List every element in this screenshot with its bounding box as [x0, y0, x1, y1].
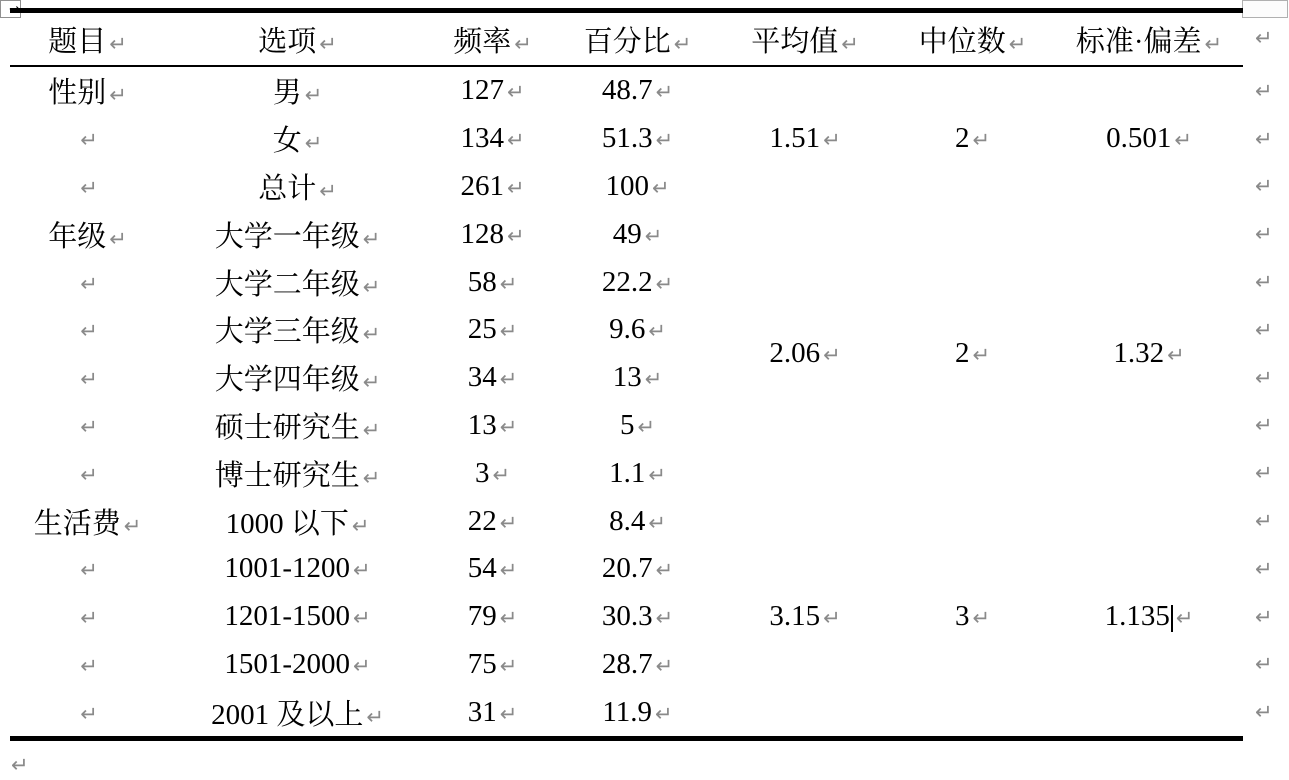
cell-frequency[interactable] [430, 449, 555, 497]
row-end-mark-slot [1252, 258, 1286, 306]
percent-value: 5 [619, 408, 635, 441]
cell-return-mark: ↵ [673, 31, 692, 56]
cell-frequency[interactable] [430, 163, 555, 211]
paragraph-mark-below-table [8, 747, 29, 780]
cell-option[interactable] [165, 258, 430, 306]
cell-return-mark: ↵ [362, 226, 381, 251]
option-value: 博士研究生 [214, 459, 360, 492]
table-row [10, 497, 1243, 545]
option-value: 大学一年级 [214, 220, 360, 253]
cell-median[interactable] [890, 497, 1055, 738]
median-value: 2 [954, 122, 970, 155]
cell-median[interactable] [890, 210, 1055, 497]
cell-option[interactable] [165, 402, 430, 450]
cell-return-mark: ↵ [637, 414, 656, 439]
row-end-mark-slot [1252, 402, 1286, 450]
cell-return-mark: ↵ [362, 274, 381, 299]
cell-topic[interactable] [10, 641, 165, 689]
cell-return-mark: ↵ [499, 701, 518, 726]
row-end-mark-slot [1252, 354, 1286, 402]
cell-topic[interactable] [10, 402, 165, 450]
text-cursor-caret [1171, 605, 1173, 632]
cell-mean[interactable] [720, 497, 890, 738]
cell-frequency[interactable] [430, 402, 555, 450]
cell-percent[interactable] [555, 354, 720, 402]
header-median-label: 中位数 [918, 25, 1006, 58]
std-value: 1.32 [1113, 337, 1165, 370]
cell-return-mark: ↵ [648, 319, 666, 344]
option-value: 女 [272, 125, 302, 158]
cell-frequency[interactable] [430, 641, 555, 689]
std-value: 0.501 [1106, 122, 1172, 155]
frequency-value: 22 [467, 504, 497, 537]
cell-return-mark: ↵ [499, 271, 518, 296]
row-end-mark-slot [1252, 115, 1286, 163]
cell-return-mark: ↵ [655, 128, 674, 153]
median-value: 2 [954, 337, 970, 370]
cell-topic[interactable] [10, 115, 165, 163]
cell-return-mark: ↵ [80, 653, 98, 678]
cell-return-mark: ↵ [499, 510, 518, 535]
cell-topic[interactable] [10, 354, 165, 402]
row-end-mark-slot [1252, 688, 1286, 736]
cell-return-mark: ↵ [499, 606, 518, 631]
option-value: 1501-2000 [224, 647, 351, 680]
cell-return-mark: ↵ [648, 510, 666, 535]
cell-return-mark: ↵ [506, 223, 525, 248]
move-handle-arrow-icon: → [9, 1, 20, 17]
cell-std[interactable] [1055, 497, 1243, 738]
cell-return-mark: ↵ [351, 513, 370, 538]
cell-topic[interactable] [10, 210, 165, 258]
cell-return-mark: ↵ [1167, 343, 1185, 368]
cell-return-mark: ↵ [80, 414, 98, 439]
cell-topic[interactable] [10, 688, 165, 738]
header-option-label: 选项 [258, 25, 317, 58]
paragraph-return-mark: ↵ [11, 753, 29, 777]
cell-return-mark: ↵ [109, 226, 127, 251]
cell-percent[interactable] [555, 115, 720, 163]
cell-return-mark: ↵ [823, 606, 841, 631]
cell-return-mark: ↵ [80, 558, 98, 583]
cell-percent[interactable] [555, 497, 720, 545]
cell-option[interactable] [165, 545, 430, 593]
percent-value: 22.2 [601, 265, 653, 298]
option-value: 大学四年级 [214, 364, 360, 397]
cell-frequency[interactable] [430, 354, 555, 402]
cell-option[interactable] [165, 688, 430, 738]
cell-return-mark: ↵ [655, 80, 674, 105]
option-value: 1001-1200 [224, 552, 351, 585]
cell-std[interactable] [1055, 66, 1243, 210]
cell-return-mark: ↵ [651, 175, 670, 200]
cell-return-mark: ↵ [319, 178, 337, 203]
cell-return-mark: ↵ [655, 606, 674, 631]
row-end-return-mark: ↵ [1255, 604, 1273, 629]
frequency-value: 79 [467, 600, 497, 633]
cell-return-mark: ↵ [353, 558, 371, 583]
cell-return-mark: ↵ [655, 701, 673, 726]
cell-frequency[interactable] [430, 545, 555, 593]
cell-return-mark: ↵ [366, 704, 384, 729]
median-value: 3 [954, 600, 970, 633]
cell-return-mark: ↵ [304, 83, 323, 108]
cell-return-mark: ↵ [823, 128, 841, 153]
option-value: 1201-1500 [224, 600, 351, 633]
header-mean-label: 平均值 [751, 25, 839, 58]
std-value: 1.135 [1104, 600, 1170, 633]
row-end-mark-slot [1252, 641, 1286, 689]
statistics-table [10, 8, 1243, 741]
row-end-return-mark: ↵ [1255, 270, 1273, 295]
header-row [10, 11, 1243, 67]
cell-percent[interactable] [555, 449, 720, 497]
cell-return-mark: ↵ [80, 319, 98, 344]
cell-option[interactable] [165, 593, 430, 641]
cell-return-mark: ↵ [506, 80, 525, 105]
table-row [10, 210, 1243, 258]
cell-option[interactable] [165, 66, 430, 115]
cell-frequency[interactable] [430, 497, 555, 545]
cell-percent[interactable] [555, 306, 720, 354]
row-end-return-mark: ↵ [1255, 78, 1273, 103]
frequency-value: 13 [467, 408, 497, 441]
row-end-return-mark: ↵ [1255, 556, 1273, 581]
cell-return-mark: ↵ [1008, 31, 1027, 56]
cell-median[interactable] [890, 66, 1055, 210]
header-frequency[interactable] [430, 11, 555, 67]
cell-topic[interactable] [10, 545, 165, 593]
option-value: 总计 [258, 172, 317, 205]
cell-topic[interactable] [10, 258, 165, 306]
cell-mean[interactable] [720, 66, 890, 210]
percent-value: 13 [612, 361, 642, 394]
frequency-value: 127 [460, 74, 504, 107]
frequency-value: 58 [467, 265, 497, 298]
cell-percent[interactable] [555, 163, 720, 211]
frequency-value: 134 [460, 122, 504, 155]
header-percent-label: 百分比 [583, 25, 671, 58]
cell-topic[interactable] [10, 449, 165, 497]
option-value: 大学三年级 [214, 316, 360, 349]
cell-return-mark: ↵ [1204, 31, 1223, 56]
cell-topic[interactable] [10, 497, 165, 545]
cell-option[interactable] [165, 163, 430, 211]
cell-return-mark: ↵ [80, 271, 98, 296]
cell-option[interactable] [165, 641, 430, 689]
row-end-return-mark: ↵ [1255, 317, 1273, 342]
frequency-value: 25 [467, 313, 497, 346]
header-std[interactable] [1055, 11, 1243, 67]
cell-return-mark: ↵ [823, 343, 841, 368]
cell-option[interactable] [165, 354, 430, 402]
cell-topic[interactable] [10, 306, 165, 354]
row-end-return-mark: ↵ [1255, 25, 1273, 50]
cell-percent[interactable] [555, 688, 720, 738]
row-end-marks [1252, 8, 1286, 736]
cell-frequency[interactable] [430, 258, 555, 306]
cell-return-mark: ↵ [353, 606, 371, 631]
cell-percent[interactable] [555, 402, 720, 450]
cell-frequency[interactable] [430, 306, 555, 354]
cell-return-mark: ↵ [972, 128, 991, 153]
cell-return-mark: ↵ [80, 128, 98, 153]
cell-return-mark: ↵ [80, 462, 98, 487]
percent-value: 11.9 [602, 695, 653, 728]
cell-frequency[interactable] [430, 115, 555, 163]
cell-return-mark: ↵ [972, 606, 991, 631]
cell-option[interactable] [165, 497, 430, 545]
percent-value: 100 [605, 169, 649, 202]
cell-return-mark: ↵ [362, 417, 381, 442]
cell-return-mark: ↵ [644, 367, 663, 392]
row-end-return-mark: ↵ [1255, 126, 1273, 151]
row-end-mark-slot [1252, 67, 1286, 115]
row-end-mark-slot [1252, 497, 1286, 545]
row-end-return-mark: ↵ [1255, 174, 1273, 199]
topic-label: 生活费 [33, 507, 121, 540]
option-value: 大学二年级 [214, 268, 360, 301]
cell-return-mark: ↵ [80, 175, 98, 200]
header-topic[interactable] [10, 11, 165, 67]
cell-return-mark: ↵ [492, 462, 511, 487]
cell-percent[interactable] [555, 258, 720, 306]
cell-return-mark: ↵ [80, 701, 98, 726]
header-median[interactable] [890, 11, 1055, 67]
header-frequency-label: 频率 [453, 25, 512, 58]
cell-option[interactable] [165, 115, 430, 163]
percent-value: 20.7 [601, 552, 653, 585]
cell-return-mark: ↵ [648, 462, 666, 487]
cell-return-mark: ↵ [1174, 128, 1192, 153]
cell-option[interactable] [165, 449, 430, 497]
cell-return-mark: ↵ [362, 322, 381, 347]
header-option[interactable] [165, 11, 430, 67]
option-value: 2001 及以上 [211, 698, 364, 731]
cell-percent[interactable] [555, 66, 720, 115]
cell-return-mark: ↵ [506, 175, 525, 200]
cell-return-mark: ↵ [644, 223, 663, 248]
row-end-return-mark: ↵ [1255, 652, 1273, 677]
topic-label: 年级 [48, 220, 107, 253]
cell-percent[interactable] [555, 210, 720, 258]
row-end-return-mark: ↵ [1255, 222, 1273, 247]
frequency-value: 75 [467, 647, 497, 680]
cell-return-mark: ↵ [655, 558, 674, 583]
percent-value: 51.3 [601, 122, 653, 155]
row-end-mark-slot [1252, 593, 1286, 641]
frequency-value: 3 [474, 456, 490, 489]
header-std-label: 标准·偏差 [1075, 25, 1202, 58]
cell-topic[interactable] [10, 163, 165, 211]
cell-return-mark: ↵ [499, 367, 518, 392]
row-end-return-mark: ↵ [1255, 509, 1273, 534]
option-value: 1000 以下 [225, 507, 349, 540]
cell-return-mark: ↵ [841, 31, 859, 56]
option-value: 男 [272, 77, 302, 110]
cell-return-mark: ↵ [109, 83, 127, 108]
cell-return-mark: ↵ [499, 653, 518, 678]
mean-value: 1.51 [769, 122, 821, 155]
cell-return-mark: ↵ [499, 414, 518, 439]
cell-return-mark: ↵ [506, 128, 525, 153]
cell-return-mark: ↵ [109, 31, 127, 56]
cell-return-mark: ↵ [80, 606, 98, 631]
percent-value: 9.6 [609, 313, 646, 346]
row-end-mark-slot [1252, 449, 1286, 497]
cell-return-mark: ↵ [353, 653, 371, 678]
cell-std[interactable] [1055, 210, 1243, 497]
header-mean[interactable] [720, 11, 890, 67]
cell-option[interactable] [165, 210, 430, 258]
cell-percent[interactable] [555, 641, 720, 689]
cell-return-mark: ↵ [655, 271, 674, 296]
mean-value: 3.15 [769, 600, 821, 633]
row-end-mark-slot [1252, 163, 1286, 211]
row-end-mark-slot [1252, 8, 1286, 67]
percent-value: 1.1 [609, 456, 646, 489]
cell-return-mark: ↵ [514, 31, 532, 56]
cell-return-mark: ↵ [123, 513, 142, 538]
percent-value: 28.7 [601, 647, 653, 680]
cell-frequency[interactable] [430, 66, 555, 115]
percent-value: 8.4 [609, 504, 646, 537]
cell-return-mark: ↵ [1175, 606, 1194, 631]
frequency-value: 34 [467, 361, 497, 394]
frequency-value: 54 [467, 552, 497, 585]
cell-return-mark: ↵ [655, 653, 674, 678]
cell-mean[interactable] [720, 210, 890, 497]
row-end-mark-slot [1252, 210, 1286, 258]
table-row [10, 66, 1243, 115]
cell-option[interactable] [165, 306, 430, 354]
cell-return-mark: ↵ [80, 367, 98, 392]
cell-percent[interactable] [555, 593, 720, 641]
cell-topic[interactable] [10, 593, 165, 641]
row-end-mark-slot [1252, 306, 1286, 354]
header-topic-label: 题目 [48, 25, 107, 58]
percent-value: 48.7 [601, 74, 653, 107]
header-percent[interactable] [555, 11, 720, 67]
cell-return-mark: ↵ [972, 343, 991, 368]
row-end-return-mark: ↵ [1255, 413, 1273, 438]
row-end-return-mark: ↵ [1255, 365, 1273, 390]
mean-value: 2.06 [769, 337, 821, 370]
frequency-value: 261 [460, 169, 504, 202]
percent-value: 30.3 [601, 600, 653, 633]
cell-frequency[interactable] [430, 593, 555, 641]
cell-return-mark: ↵ [319, 31, 337, 56]
frequency-value: 31 [467, 695, 497, 728]
option-value: 硕士研究生 [214, 411, 360, 444]
cell-return-mark: ↵ [362, 465, 381, 490]
topic-label: 性别 [48, 77, 107, 110]
cell-percent[interactable] [555, 545, 720, 593]
percent-value: 49 [612, 217, 642, 250]
frequency-value: 128 [460, 217, 504, 250]
cell-return-mark: ↵ [362, 370, 381, 395]
cell-topic[interactable] [10, 66, 165, 115]
row-end-return-mark: ↵ [1255, 461, 1273, 486]
cell-frequency[interactable] [430, 688, 555, 738]
cell-return-mark: ↵ [304, 131, 323, 156]
row-end-return-mark: ↵ [1255, 700, 1273, 725]
cell-return-mark: ↵ [499, 319, 518, 344]
cell-frequency[interactable] [430, 210, 555, 258]
row-end-mark-slot [1252, 545, 1286, 593]
cell-return-mark: ↵ [499, 558, 518, 583]
